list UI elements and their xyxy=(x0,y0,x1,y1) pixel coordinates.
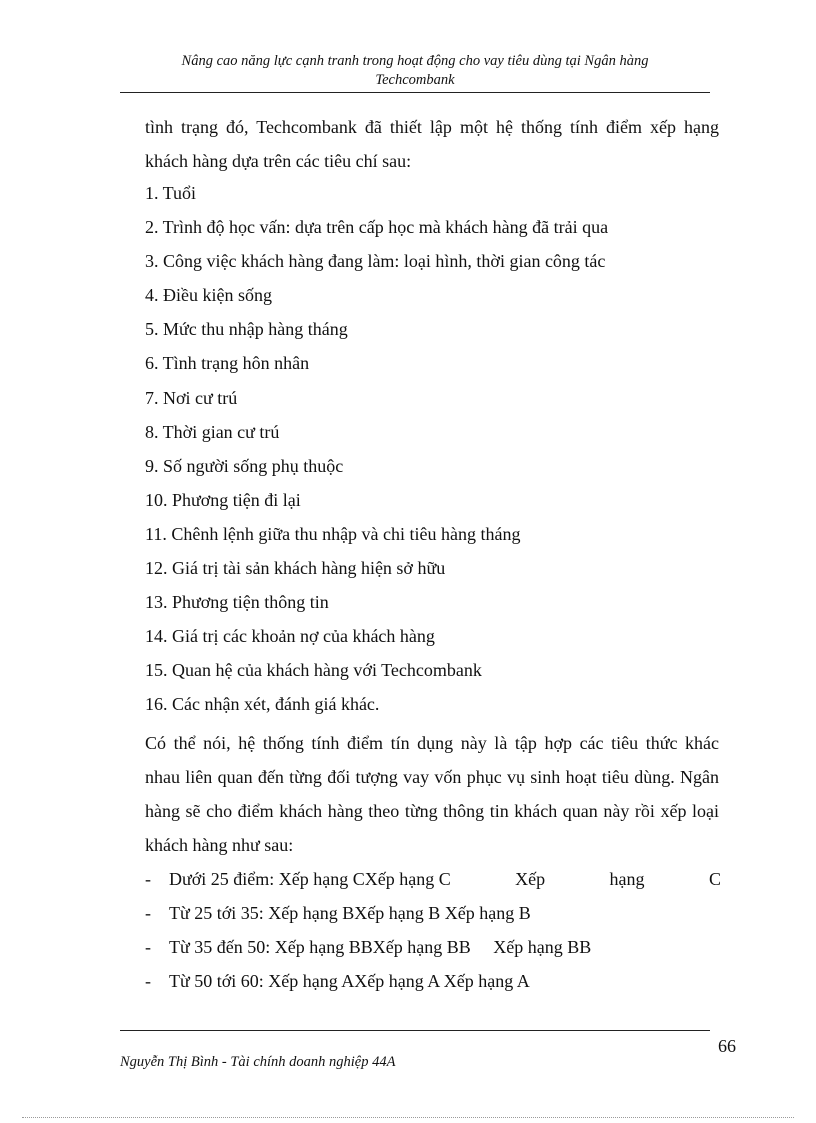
criteria-item: 8. Thời gian cư trú xyxy=(145,421,280,442)
rating-list xyxy=(145,862,721,998)
page-number: 66 xyxy=(718,1036,736,1056)
intro-line-1: tình trạng đó, Techcombank đã thiết lập một hệ thống tính điểm xếp hạng xyxy=(145,117,719,137)
rating-text: Từ 35 đến 50: Xếp hạng BBXếp hạng BB Xếp hạng BB xyxy=(169,937,592,957)
rating-item xyxy=(145,896,721,930)
criteria-item: 14. Giá trị các khoản nợ của khách hàng xyxy=(145,626,435,647)
summary-line-4: khách hàng như sau: xyxy=(145,835,294,855)
criteria-item: 3. Công việc khách hàng đang làm: loại hình, thời gian công tác xyxy=(145,251,606,272)
bullet-dash: - xyxy=(145,869,151,889)
rating-item xyxy=(145,862,721,896)
rating-text: hạng xyxy=(609,869,645,889)
criteria-item: 11. Chênh lệnh giữa thu nhập và chi tiêu hàng tháng xyxy=(145,523,521,544)
summary-line-3: hàng sẽ cho điểm khách hàng theo từng thông tin khách quan này rồi xếp loại xyxy=(145,801,719,821)
criteria-item: 1. Tuổi xyxy=(145,183,197,203)
footer-divider xyxy=(120,1030,710,1031)
criteria-item: 5. Mức thu nhập hàng tháng xyxy=(145,319,348,340)
rating-text: Xếp xyxy=(515,869,546,889)
summary-line-2: nhau liên quan đến từng đối tượng vay vốn phục vụ sinh hoạt tiêu dùng. Ngân xyxy=(145,767,719,787)
header-title-line-1: Nâng cao năng lực cạnh tranh trong hoạt động cho vay tiêu dùng tại Ngân hàng xyxy=(181,53,649,69)
bullet-dash: - xyxy=(145,971,151,991)
rating-item xyxy=(145,930,721,964)
running-footer: Nguyễn Thị Bình - Tài chính doanh nghiệp 44A xyxy=(120,1054,396,1070)
summary-line-1: Có thể nói, hệ thống tính điểm tín dụng này là tập hợp các tiêu thức khác xyxy=(145,733,719,753)
bullet-dash: - xyxy=(145,937,151,957)
criteria-item: 13. Phương tiện thông tin xyxy=(145,592,329,613)
rating-text: Từ 50 tới 60: Xếp hạng AXếp hạng A Xếp hạng A xyxy=(169,971,530,991)
criteria-item: 16. Các nhận xét, đánh giá khác. xyxy=(145,694,380,715)
running-header xyxy=(120,52,710,90)
criteria-item: 4. Điều kiện sống xyxy=(145,285,272,306)
criteria-item: 12. Giá trị tài sản khách hàng hiện sở hữu xyxy=(145,558,446,579)
header-divider xyxy=(120,92,710,93)
rating-text: Dưới 25 điểm: Xếp hạng CXếp hạng C xyxy=(169,869,451,889)
criteria-item: 2. Trình độ học vấn: dựa trên cấp học mà khách hàng đã trải qua xyxy=(145,217,609,238)
page-edge-dotted-line xyxy=(22,1117,794,1118)
criteria-list xyxy=(145,176,705,722)
intro-line-2: khách hàng dựa trên các tiêu chí sau: xyxy=(145,151,412,171)
criteria-item: 6. Tình trạng hôn nhân xyxy=(145,353,310,374)
rating-text: C xyxy=(708,869,721,889)
bullet-dash: - xyxy=(145,903,151,923)
criteria-item: 9. Số người sống phụ thuộc xyxy=(145,455,344,476)
rating-item xyxy=(145,964,721,998)
header-title-line-2: Techcombank xyxy=(375,72,455,88)
intro-paragraph xyxy=(145,110,719,178)
summary-paragraph xyxy=(145,726,719,862)
criteria-item: 10. Phương tiện đi lại xyxy=(145,489,301,510)
criteria-item: 15. Quan hệ của khách hàng với Techcombank xyxy=(145,660,482,681)
criteria-item: 7. Nơi cư trú xyxy=(145,387,238,408)
rating-text: Từ 25 tới 35: Xếp hạng BXếp hạng B Xếp hạng B xyxy=(169,903,531,923)
